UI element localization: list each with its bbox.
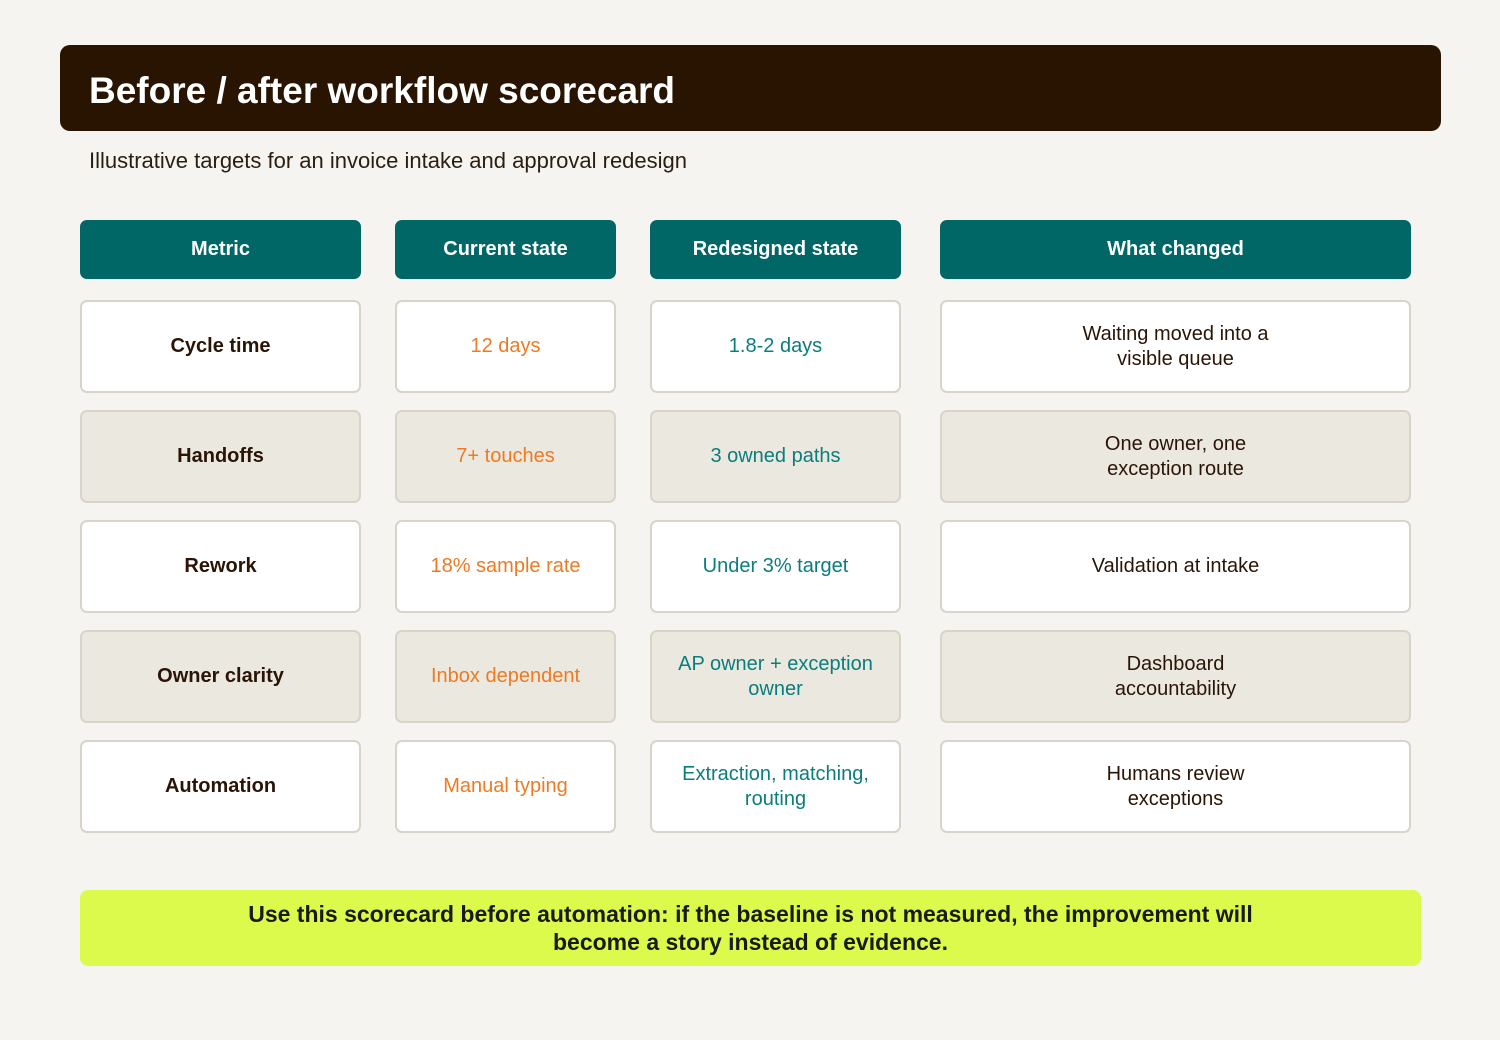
page-title: Before / after workflow scorecard bbox=[89, 70, 676, 111]
column-header-current-state: Current state bbox=[395, 220, 616, 279]
what-changed-text: Validation at intake bbox=[1091, 555, 1260, 577]
what-changed-cell bbox=[940, 740, 1411, 833]
what-changed-text: Humans review exceptions bbox=[1106, 762, 1245, 810]
metric-cell: Automation bbox=[80, 740, 361, 833]
column-header-metric: Metric bbox=[80, 220, 361, 279]
redesigned-state-cell: AP owner + exception owner bbox=[650, 630, 901, 723]
redesigned-state-cell: 3 owned paths bbox=[650, 410, 901, 503]
metric-cell: Cycle time bbox=[80, 300, 361, 393]
metric-cell: Rework bbox=[80, 520, 361, 613]
metric-cell: Owner clarity bbox=[80, 630, 361, 723]
column-header-redesigned-state: Redesigned state bbox=[650, 220, 901, 279]
current-state-cell: Manual typing bbox=[395, 740, 616, 833]
callout-banner bbox=[80, 890, 1421, 966]
redesigned-state-cell: 1.8-2 days bbox=[650, 300, 901, 393]
what-changed-text: One owner, one exception route bbox=[1104, 432, 1247, 480]
redesigned-state-cell: Extraction, matching, routing bbox=[650, 740, 901, 833]
current-state-cell: Inbox dependent bbox=[395, 630, 616, 723]
redesigned-state-cell: Under 3% target bbox=[650, 520, 901, 613]
callout-text: Use this scorecard before automation: if the baseline is not measured, the improvement will become a story instead of evidence. bbox=[248, 901, 1253, 955]
column-header-what-changed: What changed bbox=[940, 220, 1411, 279]
title-bar bbox=[60, 45, 1441, 131]
page-subtitle: Illustrative targets for an invoice intake and approval redesign bbox=[89, 148, 688, 173]
current-state-cell: 7+ touches bbox=[395, 410, 616, 503]
current-state-cell: 18% sample rate bbox=[395, 520, 616, 613]
what-changed-text: Dashboard accountability bbox=[1114, 652, 1237, 700]
what-changed-cell bbox=[940, 630, 1411, 723]
what-changed-cell bbox=[940, 410, 1411, 503]
current-state-cell: 12 days bbox=[395, 300, 616, 393]
what-changed-text: Waiting moved into a visible queue bbox=[1082, 322, 1269, 370]
what-changed-cell bbox=[940, 520, 1411, 613]
what-changed-cell bbox=[940, 300, 1411, 393]
metric-cell: Handoffs bbox=[80, 410, 361, 503]
